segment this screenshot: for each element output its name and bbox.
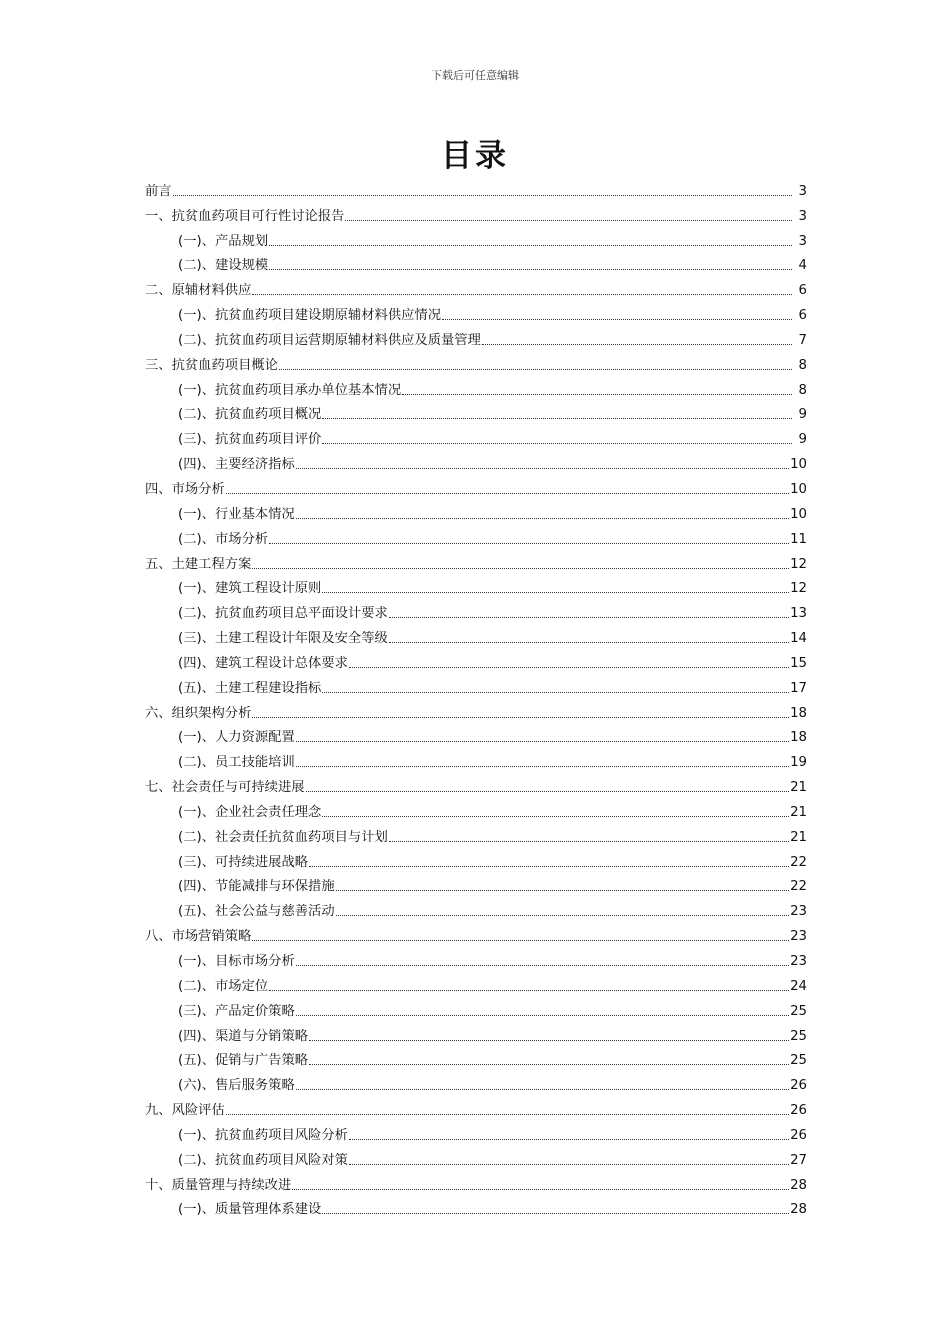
toc-page-number: 26 <box>790 1127 807 1143</box>
toc-page-number: 3 <box>798 183 807 199</box>
dot-leader <box>252 294 792 295</box>
toc-entry-label: (三)、土建工程设计年限及安全等级 <box>178 631 388 647</box>
toc-page-number: 15 <box>790 655 807 671</box>
toc-subentry[interactable] <box>145 573 807 598</box>
dot-leader <box>322 592 789 593</box>
toc-subentry[interactable] <box>145 1119 807 1144</box>
dot-leader <box>296 1015 789 1016</box>
toc-page-number: 7 <box>798 332 807 348</box>
toc-entry-label: (一)、目标市场分析 <box>178 954 295 969</box>
dot-leader <box>296 1089 789 1090</box>
toc-entry-label: 六、组织架构分析 <box>145 705 252 721</box>
toc-subentry[interactable] <box>145 995 807 1020</box>
toc-subentry[interactable] <box>145 498 807 523</box>
toc-entry-label: 二、原辅材料供应 <box>145 283 252 299</box>
toc-page-number: 10 <box>790 506 807 522</box>
toc-entry[interactable] <box>145 200 807 225</box>
toc-page-number: 8 <box>798 382 807 398</box>
toc-subentry[interactable] <box>145 672 807 697</box>
dot-leader <box>269 990 789 991</box>
toc-entry[interactable] <box>145 473 807 498</box>
toc-entry-label: (一)、抗贫血药项目建设期原辅材料供应情况 <box>178 308 442 324</box>
toc-page-number: 21 <box>790 829 807 845</box>
toc-subentry[interactable] <box>145 647 807 672</box>
toc-page-number: 28 <box>790 1202 807 1218</box>
dot-leader <box>296 766 789 767</box>
toc-subentry[interactable] <box>145 846 807 871</box>
toc-page-number: 17 <box>790 680 807 696</box>
toc-entry-label: (四)、节能减排与环保措施 <box>178 879 335 895</box>
dot-leader <box>296 741 789 742</box>
toc-entry-label: (二)、抗贫血药项目运营期原辅材料供应及质量管理 <box>178 332 481 348</box>
toc-entry-label: (一)、行业基本情况 <box>178 506 295 522</box>
toc-subentry[interactable] <box>145 423 807 448</box>
toc-entry-label: (一)、建筑工程设计原则 <box>178 581 322 597</box>
toc-entry-label: (一)、产品规划 <box>178 233 269 249</box>
toc-entry-label: (二)、社会责任抗贫血药项目与计划 <box>178 829 388 845</box>
toc-entry[interactable] <box>145 1169 807 1194</box>
toc-entry[interactable] <box>145 920 807 945</box>
dot-leader <box>306 791 790 792</box>
toc-entry-label: (三)、抗贫血药项目评价 <box>178 432 322 448</box>
dot-leader <box>349 1139 789 1140</box>
toc-entry-label: 四、市场分析 <box>145 481 225 497</box>
dot-leader <box>309 866 789 867</box>
toc-page-number: 27 <box>790 1152 807 1168</box>
toc-subentry[interactable] <box>145 895 807 920</box>
dot-leader <box>322 1213 789 1214</box>
toc-entry-label: (一)、人力资源配置 <box>178 730 295 746</box>
dot-leader <box>269 269 792 270</box>
dot-leader <box>296 468 789 469</box>
dot-leader <box>296 518 789 519</box>
toc-page-number: 9 <box>798 407 807 423</box>
dot-leader <box>292 1189 789 1190</box>
toc-entry[interactable] <box>145 175 807 200</box>
toc-entry-label: (六)、售后服务策略 <box>178 1078 295 1094</box>
toc-entry[interactable] <box>145 349 807 374</box>
table-of-contents <box>145 175 807 1218</box>
dot-leader <box>252 568 789 569</box>
toc-entry[interactable] <box>145 274 807 299</box>
dot-leader <box>389 841 789 842</box>
dot-leader <box>322 418 792 419</box>
toc-page-number: 4 <box>798 258 807 274</box>
toc-subentry[interactable] <box>145 225 807 250</box>
dot-leader <box>309 1040 789 1041</box>
dot-leader <box>226 493 789 494</box>
toc-entry-label: (四)、建筑工程设计总体要求 <box>178 655 348 671</box>
dot-leader <box>252 940 789 941</box>
toc-subentry[interactable] <box>145 722 807 747</box>
dot-leader <box>349 667 789 668</box>
toc-entry-label: (一)、质量管理体系建设 <box>178 1202 322 1218</box>
dot-leader <box>402 394 792 395</box>
dot-leader <box>269 245 792 246</box>
toc-subentry[interactable] <box>145 324 807 349</box>
toc-subentry[interactable] <box>145 746 807 771</box>
toc-page-number: 22 <box>790 879 807 895</box>
toc-page-number: 9 <box>798 432 807 448</box>
toc-entry-label: (二)、建设规模 <box>178 258 269 274</box>
dot-leader <box>296 965 789 966</box>
toc-entry-label: (五)、土建工程建设指标 <box>178 680 322 696</box>
toc-page-number: 6 <box>798 283 807 299</box>
toc-subentry[interactable] <box>145 871 807 896</box>
dot-leader <box>322 443 792 444</box>
toc-subentry[interactable] <box>145 299 807 324</box>
toc-page-number: 10 <box>790 481 807 497</box>
toc-subentry[interactable] <box>145 374 807 399</box>
toc-page-number: 8 <box>798 357 807 373</box>
toc-page-number: 24 <box>790 978 807 994</box>
toc-subentry[interactable] <box>145 1020 807 1045</box>
toc-subentry[interactable] <box>145 796 807 821</box>
toc-entry[interactable] <box>145 548 807 573</box>
toc-entry-label: 前言 <box>145 183 172 199</box>
toc-page-number: 3 <box>798 208 807 224</box>
toc-entry-label: 七、社会责任与可持续进展 <box>145 780 305 796</box>
toc-page-number: 10 <box>790 457 807 473</box>
dot-leader <box>442 319 792 320</box>
toc-entry-label: (一)、抗贫血药项目承办单位基本情况 <box>178 382 402 398</box>
toc-page-number: 18 <box>790 730 807 746</box>
toc-subentry[interactable] <box>145 597 807 622</box>
dot-leader <box>269 543 789 544</box>
toc-entry-label: (五)、促销与广告策略 <box>178 1053 309 1069</box>
toc-page-number: 25 <box>790 1053 807 1069</box>
toc-entry-label: 八、市场营销策略 <box>145 929 252 945</box>
toc-subentry[interactable] <box>145 1069 807 1094</box>
toc-entry[interactable] <box>145 771 807 796</box>
toc-page-number: 21 <box>790 780 807 796</box>
toc-page-number: 13 <box>790 606 807 622</box>
toc-subentry[interactable] <box>145 1045 807 1070</box>
toc-page-number: 25 <box>790 1003 807 1019</box>
toc-subentry[interactable] <box>145 970 807 995</box>
dot-leader <box>349 1164 789 1165</box>
toc-entry-label: (二)、抗贫血药项目总平面设计要求 <box>178 606 388 622</box>
dot-leader <box>389 617 789 618</box>
toc-subentry[interactable] <box>145 523 807 548</box>
toc-subentry[interactable] <box>145 821 807 846</box>
toc-page-number: 23 <box>790 954 807 969</box>
toc-entry-label: (三)、产品定价策略 <box>178 1003 295 1019</box>
toc-page-number: 6 <box>798 308 807 324</box>
dot-leader <box>279 369 792 370</box>
dot-leader <box>252 717 789 718</box>
toc-entry-label: (三)、可持续进展战略 <box>178 854 309 870</box>
page-header: 下载后可任意编辑 <box>431 69 519 82</box>
toc-page-number: 3 <box>798 233 807 249</box>
dot-leader <box>389 642 789 643</box>
dot-leader <box>322 816 789 817</box>
toc-page-number: 12 <box>790 556 807 572</box>
toc-page-number: 21 <box>790 804 807 820</box>
toc-entry[interactable] <box>145 1094 807 1119</box>
toc-subentry[interactable] <box>145 622 807 647</box>
toc-subentry[interactable] <box>145 399 807 424</box>
toc-page-number: 19 <box>790 755 807 771</box>
toc-page-number: 11 <box>790 531 807 547</box>
toc-entry-label: (一)、抗贫血药项目风险分析 <box>178 1127 348 1143</box>
toc-entry-label: (一)、企业社会责任理念 <box>178 804 322 820</box>
toc-page-number: 23 <box>790 904 807 920</box>
toc-page-number: 25 <box>790 1028 807 1044</box>
toc-entry-label: 一、抗贫血药项目可行性讨论报告 <box>145 208 345 224</box>
page-title: 目录 <box>441 138 509 174</box>
toc-entry-label: (二)、抗贫血药项目概况 <box>178 407 322 423</box>
toc-entry-label: 五、土建工程方案 <box>145 556 252 572</box>
dot-leader <box>336 890 789 891</box>
toc-entry-label: (四)、主要经济指标 <box>178 457 295 473</box>
dot-leader <box>322 692 789 693</box>
toc-page-number: 26 <box>790 1078 807 1094</box>
toc-entry-label: (二)、员工技能培训 <box>178 755 295 771</box>
toc-page-number: 12 <box>790 581 807 597</box>
toc-entry-label: (四)、渠道与分销策略 <box>178 1028 309 1044</box>
toc-entry-label: (二)、市场定位 <box>178 978 269 994</box>
toc-entry-label: (五)、社会公益与慈善活动 <box>178 904 335 920</box>
toc-page-number: 22 <box>790 854 807 870</box>
dot-leader <box>345 220 792 221</box>
toc-subentry[interactable] <box>145 448 807 473</box>
toc-subentry[interactable] <box>145 250 807 275</box>
toc-entry-label: 三、抗贫血药项目概论 <box>145 357 278 373</box>
toc-entry[interactable] <box>145 697 807 722</box>
toc-entry-label: 十、质量管理与持续改进 <box>145 1177 292 1193</box>
toc-subentry[interactable] <box>145 945 807 970</box>
toc-entry-label: (二)、市场分析 <box>178 531 269 547</box>
toc-entry-label: (二)、抗贫血药项目风险对策 <box>178 1152 348 1168</box>
toc-page-number: 26 <box>790 1103 807 1119</box>
dot-leader <box>226 1114 789 1115</box>
toc-page-number: 18 <box>790 705 807 721</box>
dot-leader <box>173 195 792 196</box>
toc-page-number: 14 <box>790 631 807 647</box>
toc-subentry[interactable] <box>145 1194 807 1219</box>
toc-page-number: 28 <box>790 1177 807 1193</box>
dot-leader <box>482 344 792 345</box>
toc-entry-label: 九、风险评估 <box>145 1103 225 1119</box>
toc-page-number: 23 <box>790 929 807 945</box>
dot-leader <box>336 915 789 916</box>
toc-subentry[interactable] <box>145 1144 807 1169</box>
dot-leader <box>309 1064 789 1065</box>
